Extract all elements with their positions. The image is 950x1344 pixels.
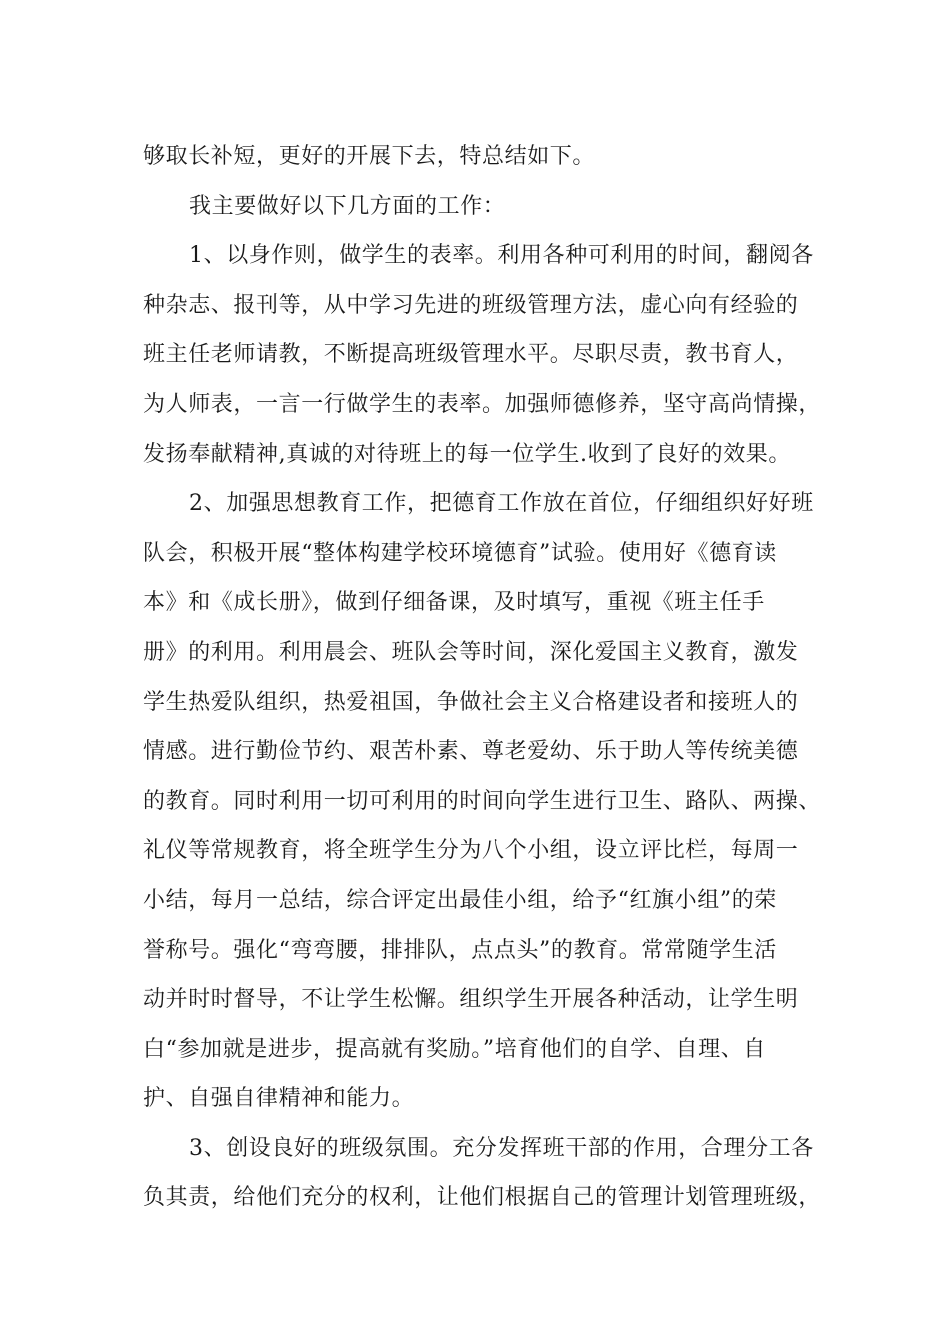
text-line-indented: 1、以身作则，做学生的表率。利用各种可利用的时间，翻阅各 — [189, 243, 814, 269]
text-line: 负其责，给他们充分的权利，让他们根据自己的管理计划管理班级， — [143, 1185, 822, 1211]
text-line-indented: 我主要做好以下几方面的工作： — [189, 193, 506, 219]
text-line-indented: 3、创设良好的班级氛围。充分发挥班干部的作用，合理分工各 — [189, 1135, 814, 1161]
text-line: 够取长补短，更好的开展下去，特总结如下。 — [143, 144, 596, 169]
text-line: 册》的利用。利用晨会、班队会等时间，深化爱国主义教育，激发 — [143, 639, 799, 665]
text-line: 小结，每月一总结，综合评定出最佳小组，给予“红旗小组”的荣 — [143, 887, 777, 913]
text-line: 的教育。同时利用一切可利用的时间向学生进行卫生、路队、两操、 — [143, 788, 822, 814]
document-body — [143, 132, 833, 1223]
text-line: 誉称号。强化“弯弯腰，排排队，点点头”的教育。常常随学生活 — [143, 937, 777, 963]
text-line: 动并时时督导，不让学生松懈。组织学生开展各种活动，让学生明 — [143, 987, 799, 1013]
text-line: 为人师表，一言一行做学生的表率。加强师德修养，坚守高尚情操， — [143, 391, 822, 417]
text-line: 礼仪等常规教育，将全班学生分为八个小组，设立评比栏，每周一 — [143, 838, 799, 864]
text-line: 发扬奉献精神,真诚的对待班上的每一位学生.收到了良好的效果。 — [143, 441, 791, 467]
text-line: 班主任老师请教，不断提高班级管理水平。尽职尽责，教书育人， — [143, 342, 799, 368]
text-line: 护、自强自律精神和能力。 — [143, 1086, 415, 1112]
text-line: 种杂志、报刊等，从中学习先进的班级管理方法，虚心向有经验的 — [143, 292, 799, 318]
text-line: 队会，积极开展“整体构建学校环境德育”试验。使用好《德育读 — [143, 540, 777, 566]
text-line: 情感。进行勤俭节约、艰苦朴素、尊老爱幼、乐于助人等传统美德 — [143, 739, 799, 765]
text-line: 本》和《成长册》，做到仔细备课，及时填写，重视《班主任手 — [143, 590, 765, 616]
text-line: 学生热爱队组织，热爱祖国，争做社会主义合格建设者和接班人的 — [143, 689, 799, 715]
text-line-indented: 2、加强思想教育工作，把德育工作放在首位，仔细组织好好班 — [189, 491, 814, 517]
text-line: 白“参加就是进步，提高就有奖励。”培育他们的自学、自理、自 — [143, 1036, 766, 1062]
